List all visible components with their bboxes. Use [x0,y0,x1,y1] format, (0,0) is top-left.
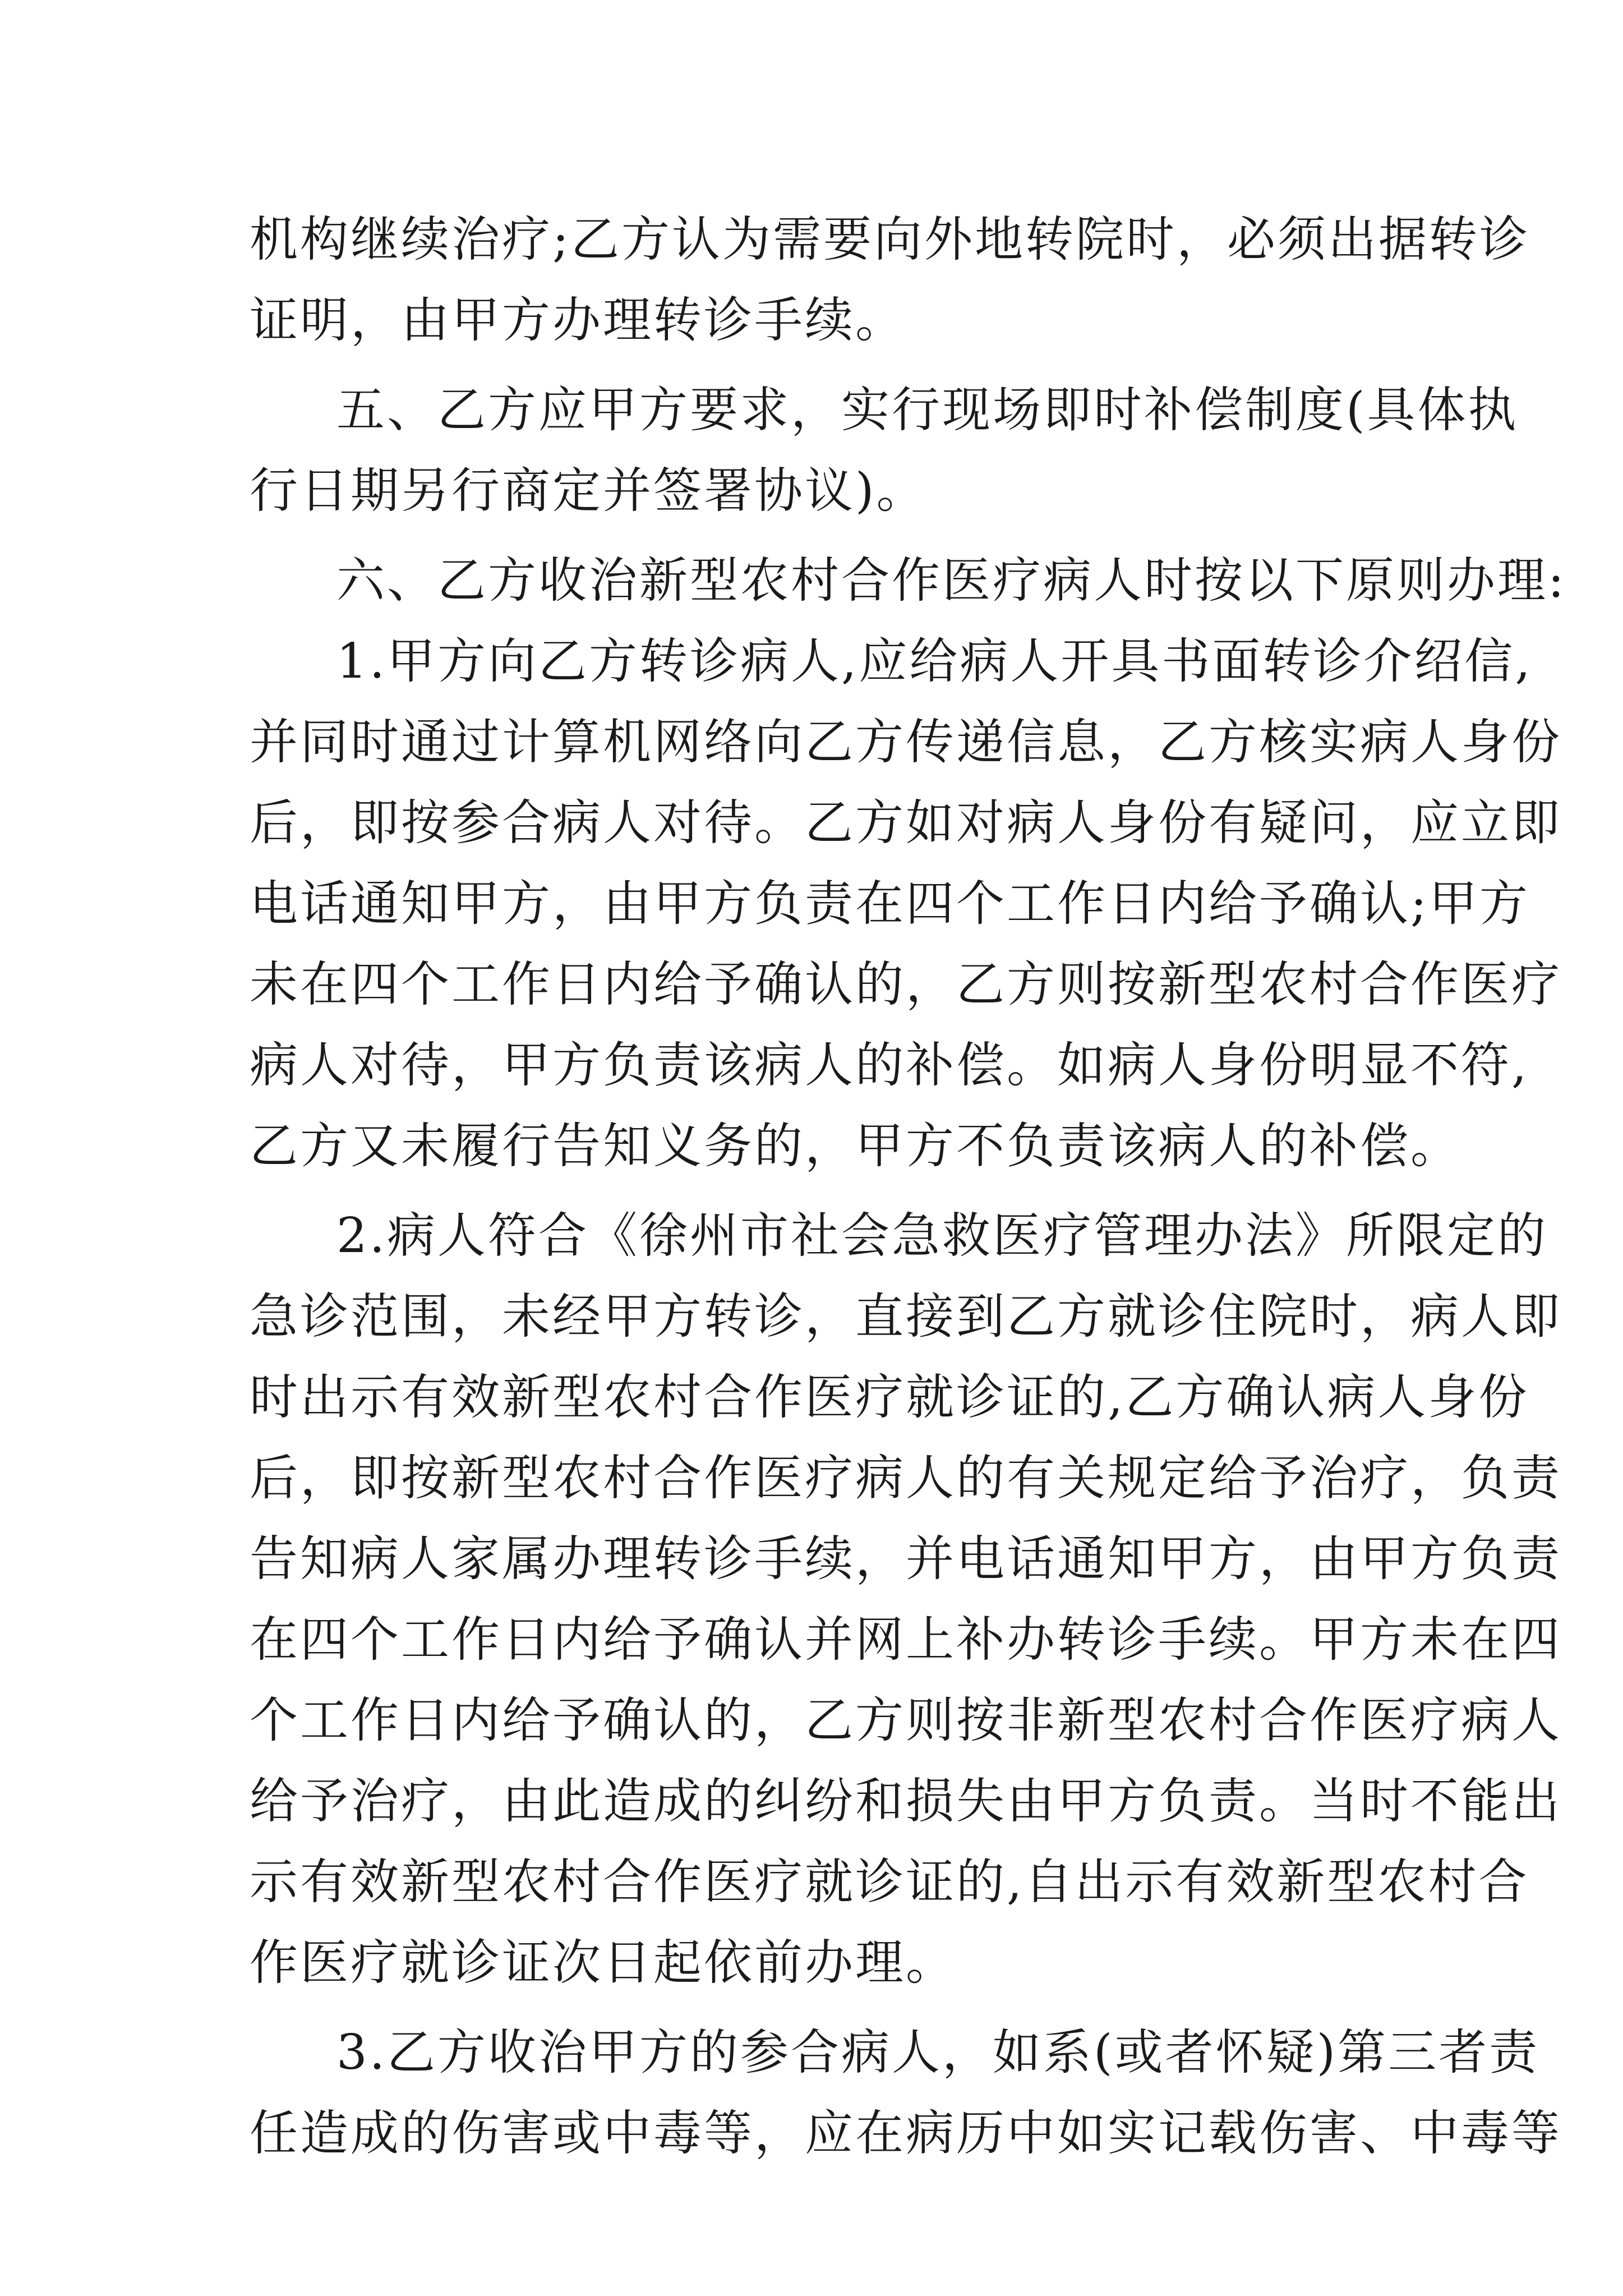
text-line: 并同时通过计算机网络向乙方传递信息，乙方核实病人身份 [250,714,1562,770]
text-line: 后，即按新型农村合作医疗病人的有关规定给予治疗，负责 [250,1450,1562,1506]
text-line: 3.乙方收治甲方的参合病人，如系(或者怀疑)第三者责 [336,2024,1540,2081]
text-line: 时出示有效新型农村合作医疗就诊证的,乙方确认病人身份 [250,1369,1529,1425]
paragraph-gap [250,1186,1382,1195]
text-line: 告知病人家属办理转诊手续，并电话通知甲方，由甲方负责 [250,1531,1562,1587]
text-line: 1.甲方向乙方转诊病人,应给病人开具书面转诊介绍信, [336,633,1533,689]
paragraph-gap [250,531,1382,540]
text-line: 示有效新型农村合作医疗就诊证的,自出示有效新型农村合 [250,1854,1529,1910]
text-line: 行日期另行商定并签署协议)。 [250,463,927,519]
text-line: 五、乙方应甲方要求，实行现场即时补偿制度(具体执 [336,382,1519,438]
text-line: 在四个工作日内给予确认并网上补办转诊手续。甲方未在四 [250,1612,1562,1668]
text-line: 六、乙方收治新型农村合作医疗病人时按以下原则办理: [336,553,1566,609]
text-line: 作医疗就诊证次日起依前办理。 [250,1935,956,1991]
paragraph-gap [250,361,1382,370]
text-line: 任造成的伤害或中毒等，应在病历中如实记载伤害、中毒等 [250,2105,1562,2161]
text-line: 证明，由甲方办理转诊手续。 [250,292,906,348]
text-line: 未在四个工作日内给予确认的，乙方则按新型农村合作医疗 [250,956,1562,1013]
text-line: 2.病人符合《徐州市社会急救医疗管理办法》所限定的 [336,1208,1548,1264]
text-line: 机构继续治疗;乙方认为需要向外地转院时，必须出据转诊 [250,211,1530,268]
paragraph-gap [250,2003,1382,2012]
text-line: 给予治疗，由此造成的纠纷和损失由甲方负责。当时不能出 [250,1773,1562,1829]
text-line: 个工作日内给予确认的，乙方则按非新型农村合作医疗病人 [250,1692,1562,1749]
text-line: 病人对待，甲方负责该病人的补偿。如病人身份明显不符, [250,1037,1529,1093]
text-line: 急诊范围，未经甲方转诊，直接到乙方就诊住院时，病人即 [250,1289,1562,1345]
document-body [250,199,1566,2174]
text-line: 电话通知甲方，由甲方负责在四个工作日内给予确认;甲方 [250,876,1530,932]
text-line: 后，即按参合病人对待。乙方如对病人身份有疑问，应立即 [250,795,1562,851]
text-line: 乙方又未履行告知义务的，甲方不负责该病人的补偿。 [250,1118,1461,1174]
